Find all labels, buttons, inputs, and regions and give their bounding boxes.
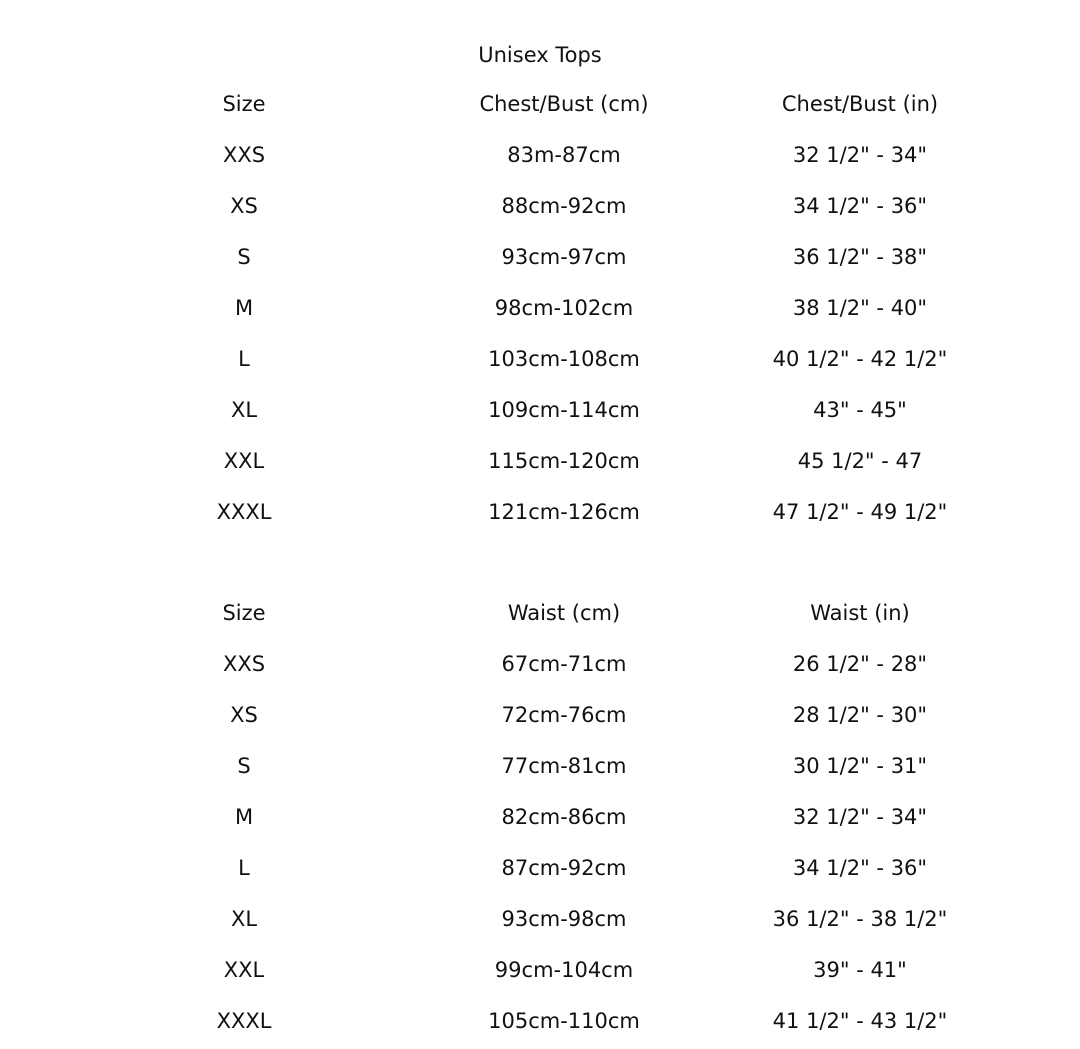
cm-cell: 83m-87cm bbox=[507, 143, 621, 167]
size-cell: XL bbox=[230, 398, 258, 422]
table-row bbox=[0, 894, 1080, 945]
in-cell: 26 1/2" - 28" bbox=[792, 652, 928, 676]
size-cell: XL bbox=[230, 907, 258, 931]
cm-cell: 72cm-76cm bbox=[501, 703, 627, 727]
table-row bbox=[0, 334, 1080, 385]
column-header-waist-in: Waist (in) bbox=[810, 601, 910, 625]
in-cell: 41 1/2" - 43 1/2" bbox=[772, 1009, 948, 1033]
size-cell: S bbox=[237, 754, 251, 778]
in-cell: 36 1/2" - 38" bbox=[792, 245, 928, 269]
in-cell: 47 1/2" - 49 1/2" bbox=[772, 500, 948, 524]
cm-cell: 115cm-120cm bbox=[488, 449, 640, 473]
in-cell: 38 1/2" - 40" bbox=[792, 296, 928, 320]
column-header-size: Size bbox=[222, 92, 266, 116]
table-row bbox=[0, 741, 1080, 792]
size-cell: XXL bbox=[223, 449, 265, 473]
in-cell: 34 1/2" - 36" bbox=[792, 194, 928, 218]
size-cell: S bbox=[237, 245, 251, 269]
chest-size-table bbox=[0, 79, 1080, 538]
in-cell: 32 1/2" - 34" bbox=[792, 143, 928, 167]
table-row bbox=[0, 436, 1080, 487]
size-cell: XXXL bbox=[216, 500, 272, 524]
table-row bbox=[0, 385, 1080, 436]
waist-size-table bbox=[0, 588, 1080, 1047]
page-title: Unisex Tops bbox=[478, 43, 602, 67]
cm-cell: 88cm-92cm bbox=[501, 194, 627, 218]
in-cell: 34 1/2" - 36" bbox=[792, 856, 928, 880]
in-cell: 39" - 41" bbox=[813, 958, 907, 982]
in-cell: 30 1/2" - 31" bbox=[792, 754, 928, 778]
size-cell: L bbox=[238, 856, 250, 880]
table-row bbox=[0, 639, 1080, 690]
column-header-waist-cm: Waist (cm) bbox=[507, 601, 621, 625]
cm-cell: 99cm-104cm bbox=[494, 958, 634, 982]
table-row bbox=[0, 130, 1080, 181]
size-cell: XS bbox=[230, 703, 258, 727]
size-cell: L bbox=[238, 347, 250, 371]
table-row bbox=[0, 487, 1080, 538]
cm-cell: 87cm-92cm bbox=[501, 856, 627, 880]
in-cell: 40 1/2" - 42 1/2" bbox=[772, 347, 948, 371]
cm-cell: 67cm-71cm bbox=[501, 652, 627, 676]
in-cell: 43" - 45" bbox=[813, 398, 907, 422]
table-header-row bbox=[0, 588, 1080, 639]
size-cell: XXL bbox=[223, 958, 265, 982]
size-cell: XXXL bbox=[216, 1009, 272, 1033]
table-row bbox=[0, 690, 1080, 741]
size-cell: M bbox=[234, 296, 254, 320]
size-cell: XXS bbox=[222, 143, 266, 167]
table-row bbox=[0, 181, 1080, 232]
column-header-chest-cm: Chest/Bust (cm) bbox=[479, 92, 649, 116]
table-header-row bbox=[0, 79, 1080, 130]
table-row bbox=[0, 792, 1080, 843]
in-cell: 45 1/2" - 47 bbox=[797, 449, 923, 473]
cm-cell: 82cm-86cm bbox=[501, 805, 627, 829]
in-cell: 36 1/2" - 38 1/2" bbox=[772, 907, 948, 931]
in-cell: 32 1/2" - 34" bbox=[792, 805, 928, 829]
table-row bbox=[0, 843, 1080, 894]
in-cell: 28 1/2" - 30" bbox=[792, 703, 928, 727]
table-row bbox=[0, 283, 1080, 334]
size-cell: M bbox=[234, 805, 254, 829]
column-header-size: Size bbox=[222, 601, 266, 625]
size-cell: XS bbox=[230, 194, 258, 218]
size-cell: XXS bbox=[222, 652, 266, 676]
column-header-chest-in: Chest/Bust (in) bbox=[781, 92, 939, 116]
table-row bbox=[0, 996, 1080, 1047]
cm-cell: 109cm-114cm bbox=[488, 398, 640, 422]
cm-cell: 121cm-126cm bbox=[488, 500, 640, 524]
cm-cell: 93cm-98cm bbox=[501, 907, 627, 931]
cm-cell: 77cm-81cm bbox=[501, 754, 627, 778]
cm-cell: 103cm-108cm bbox=[488, 347, 640, 371]
table-row bbox=[0, 945, 1080, 996]
cm-cell: 98cm-102cm bbox=[494, 296, 634, 320]
cm-cell: 93cm-97cm bbox=[501, 245, 627, 269]
cm-cell: 105cm-110cm bbox=[488, 1009, 640, 1033]
table-row bbox=[0, 232, 1080, 283]
